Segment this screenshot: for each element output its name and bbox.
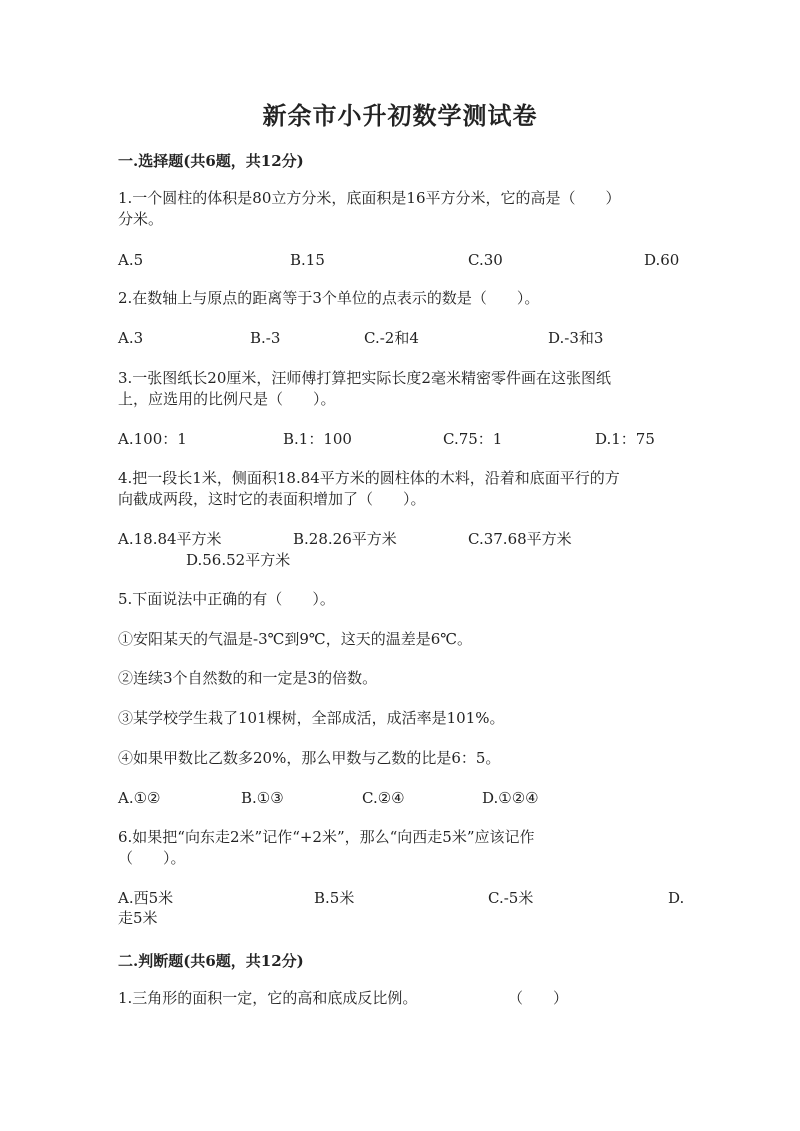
option-a: A.5 xyxy=(118,251,144,269)
option-b: B.①③ xyxy=(241,789,284,807)
option-c: C.②④ xyxy=(362,789,405,807)
statement-2: ②连续3个自然数的和一定是3的倍数。 xyxy=(118,669,378,687)
option-b: B.15 xyxy=(290,251,325,269)
section-heading: 二.判断题(共6题，共12分) xyxy=(118,952,304,970)
option-c: C.-5米 xyxy=(488,889,534,907)
question-text: 6.如果把“向东走2米”记作“+2米”，那么“向西走5米”应该记作 xyxy=(118,828,535,846)
question-text: 向截成两段，这时它的表面积增加了（ ）。 xyxy=(118,490,426,508)
option-a: A.西5米 xyxy=(118,889,174,907)
option-b: B.-3 xyxy=(250,329,281,347)
option-d-continued: 走5米 xyxy=(118,909,158,927)
page-title: 新余市小升初数学测试卷 xyxy=(262,101,538,130)
statement-1: ①安阳某天的气温是-3℃到9℃，这天的温差是6℃。 xyxy=(118,630,473,648)
question-text: 2.在数轴上与原点的距离等于3个单位的点表示的数是（ ）。 xyxy=(118,289,540,307)
option-b: B.1：100 xyxy=(283,430,352,448)
question-text: 4.把一段长1米，侧面积18.84平方米的圆柱体的木料，沿着和底面平行的方 xyxy=(118,469,620,487)
answer-blank: （ ） xyxy=(508,989,569,1007)
section-heading: 一.选择题(共6题，共12分) xyxy=(118,152,304,170)
option-d: D.60 xyxy=(644,251,680,269)
question-text: 1.一个圆柱的体积是80立方分米，底面积是16平方分米，它的高是（ ） xyxy=(118,189,621,207)
question-text: 1.三角形的面积一定，它的高和底成反比例。 xyxy=(118,989,418,1007)
option-b: B.28.26平方米 xyxy=(293,530,397,548)
option-c: C.37.68平方米 xyxy=(468,530,572,548)
option-a: A.100：1 xyxy=(118,430,187,448)
option-c: C.75：1 xyxy=(443,430,503,448)
question-text: 5.下面说法中正确的有（ ）。 xyxy=(118,590,335,608)
option-c: C.30 xyxy=(468,251,503,269)
option-a: A.①② xyxy=(118,789,161,807)
option-a: A.3 xyxy=(118,329,144,347)
option-d: D.①②④ xyxy=(482,789,539,807)
option-c: C.-2和4 xyxy=(364,329,419,347)
option-a: A.18.84平方米 xyxy=(118,530,222,548)
option-d: D.-3和3 xyxy=(548,329,604,347)
statement-3: ③某学校学生栽了101棵树，全部成活，成活率是101%。 xyxy=(118,709,505,727)
statement-4: ④如果甲数比乙数多20%，那么甲数与乙数的比是6：5。 xyxy=(118,749,501,767)
question-text: 3.一张图纸长20厘米，汪师傅打算把实际长度2毫米精密零件画在这张图纸 xyxy=(118,369,611,387)
question-text: 分米。 xyxy=(118,210,164,228)
option-d: D. xyxy=(668,889,685,907)
question-text: （ ）。 xyxy=(118,849,186,867)
question-text: 上，应选用的比例尺是（ ）。 xyxy=(118,390,336,408)
option-b: B.5米 xyxy=(314,889,355,907)
option-d: D.56.52平方米 xyxy=(186,551,291,569)
option-d: D.1：75 xyxy=(595,430,655,448)
